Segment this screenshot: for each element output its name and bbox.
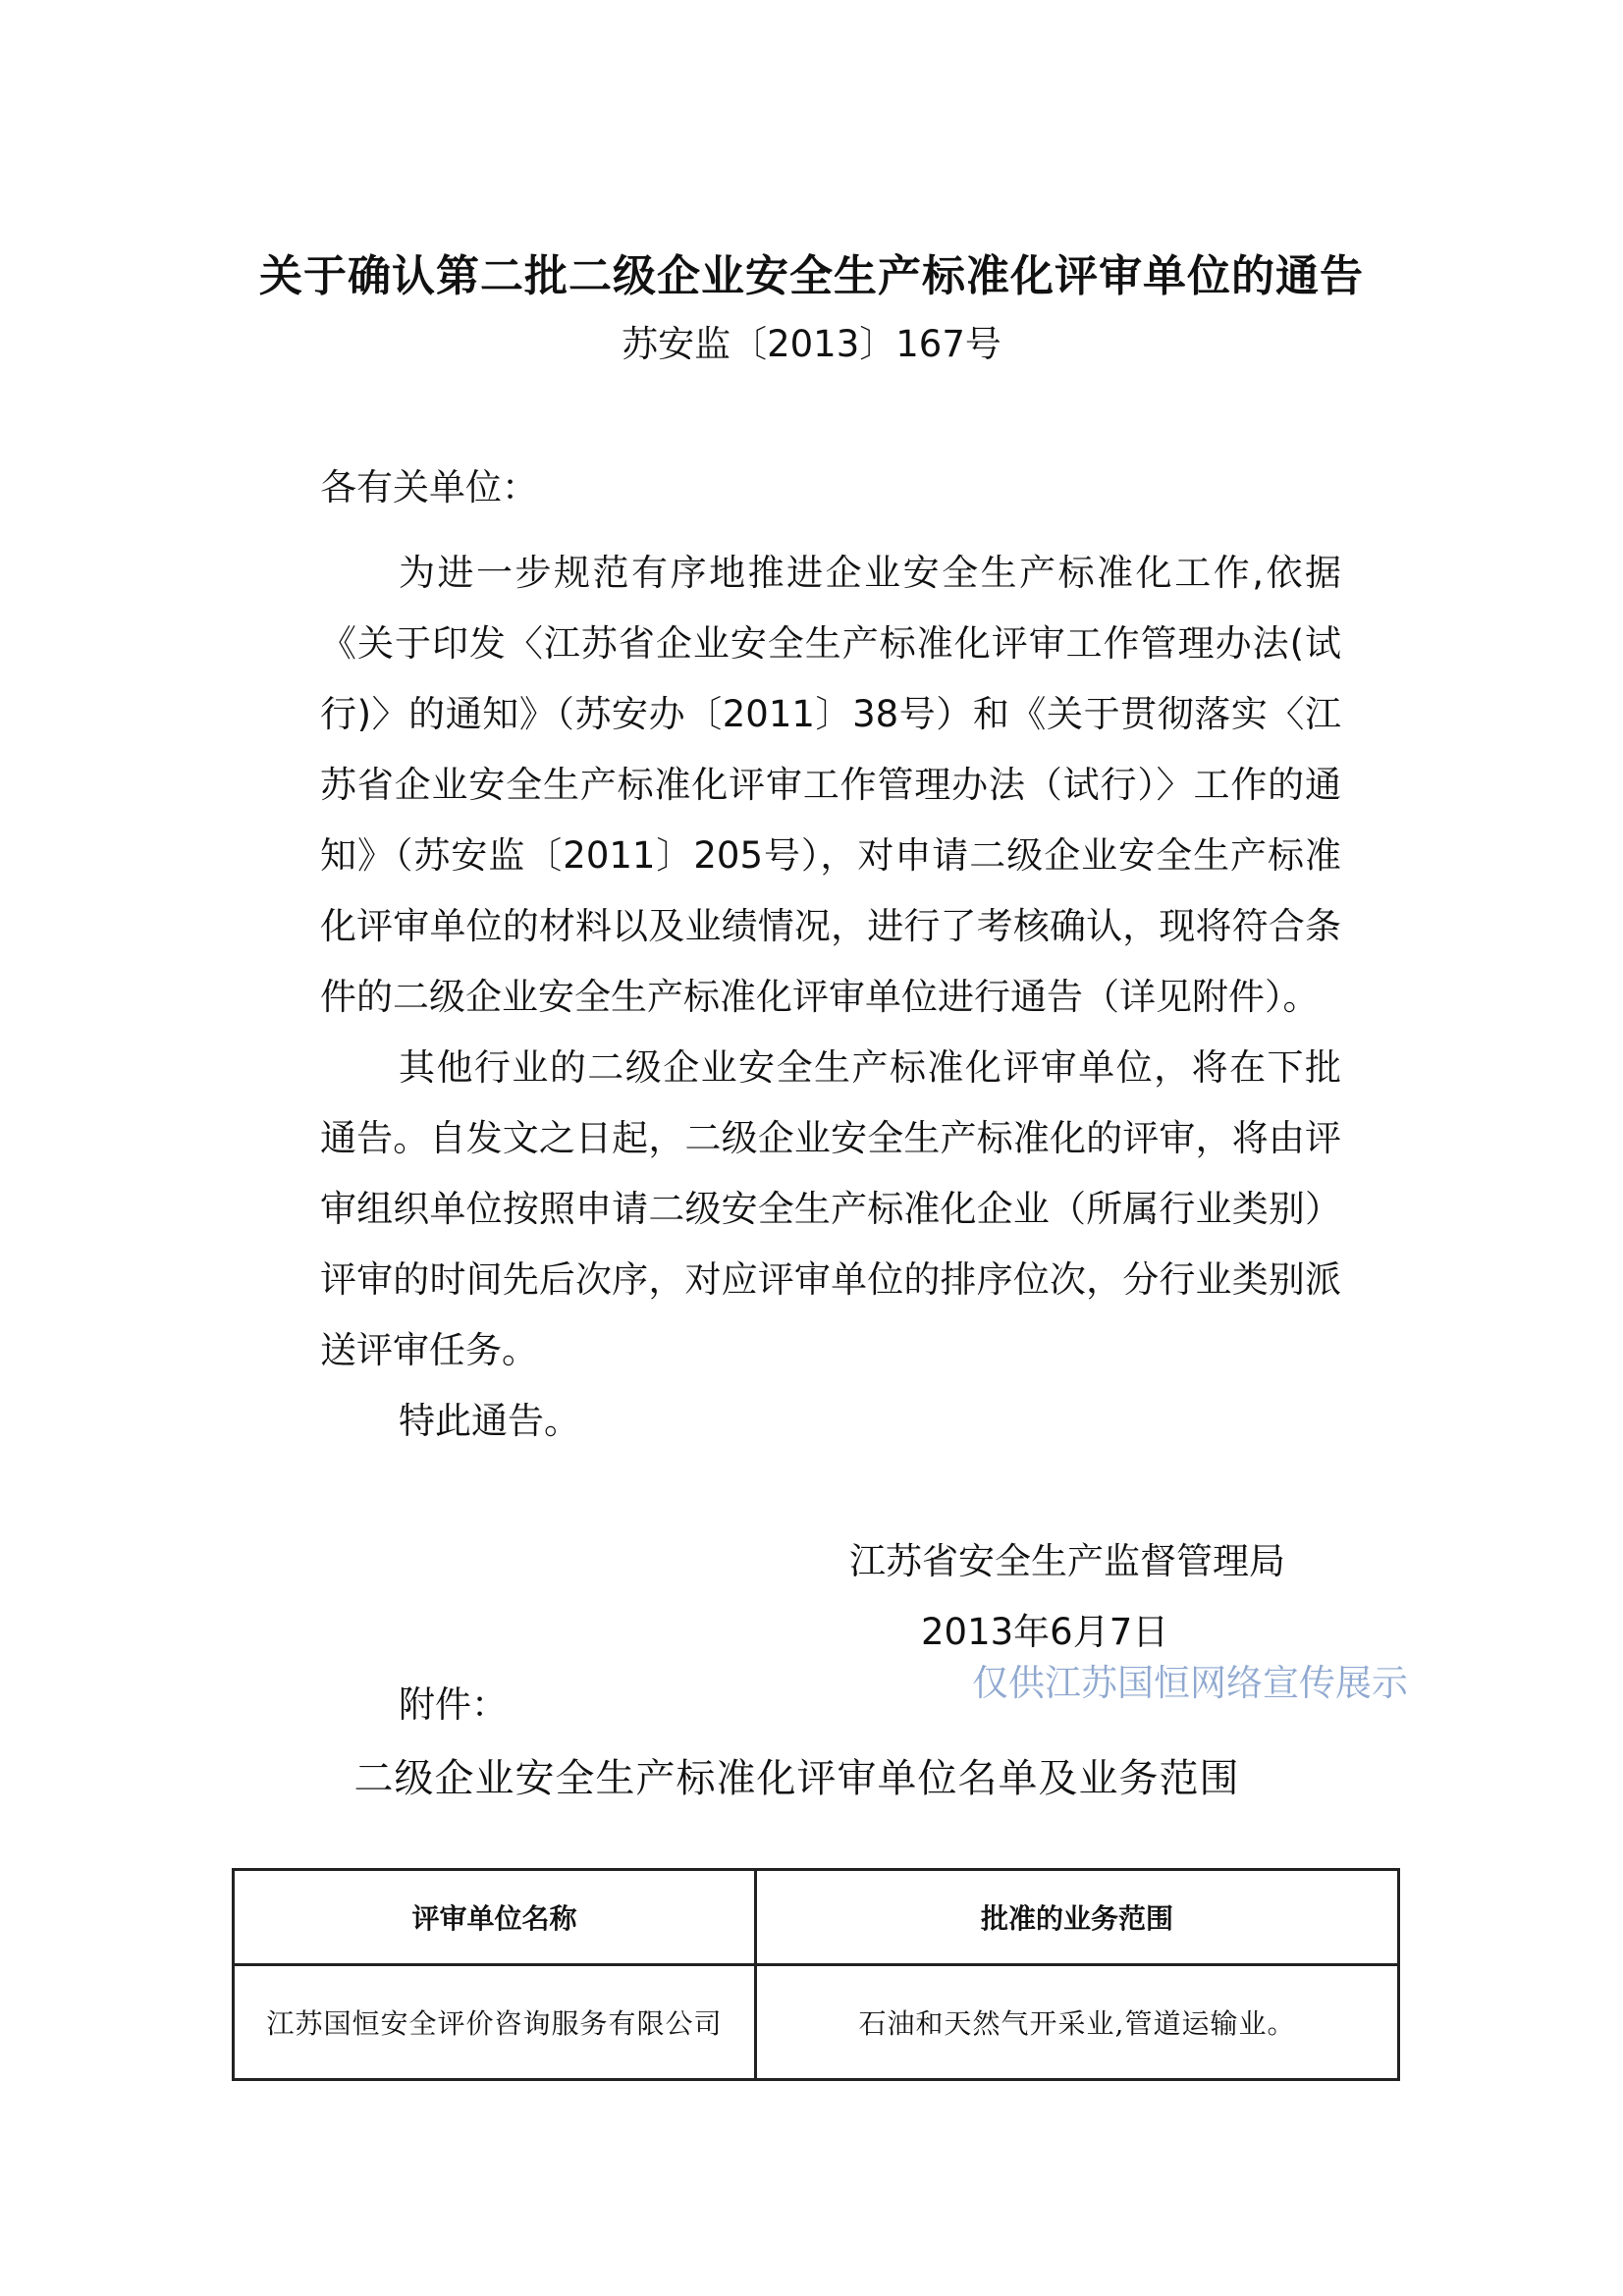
document-number: 苏安监〔2013〕167号 [622, 323, 1001, 365]
attachment-title: 二级企业安全生产标准化评审单位名单及业务范围 [353, 1756, 1240, 1801]
watermark-text: 仅供江苏国恒网络宣传展示 [972, 1662, 1408, 1704]
issue-date: 2013年6月7日 [921, 1611, 1169, 1653]
cell-unit-name: 江苏国恒安全评价咨询服务有限公司 [234, 1965, 756, 2080]
header-cell-scope: 批准的业务范围 [756, 1870, 1399, 1965]
reviewer-table [232, 1868, 1400, 2081]
document-title: 关于确认第二批二级企业安全生产标准化评审单位的通告 [259, 251, 1364, 301]
body-paragraph: 其他行业的二级企业安全生产标准化评审单位，将在下批通告。自发文之日起，二级企业安全生产标准化的评审，将由评审组织单位按照申请二级安全生产标准化企业（所属行业类别）评审的时间先后次序，对应评审单位的排序位次，分行业类别派送评审任务。 [320, 1046, 1341, 1371]
closing-text: 特此通告。 [399, 1400, 580, 1442]
document-body [320, 538, 1341, 1457]
table-row [234, 1965, 1399, 2080]
salutation: 各有关单位： [320, 466, 538, 508]
header-cell-unit-name: 评审单位名称 [234, 1870, 756, 1965]
attachment-label: 附件： [399, 1683, 508, 1726]
cell-scope: 石油和天然气开采业,管道运输业。 [756, 1965, 1399, 2080]
body-paragraph: 为进一步规范有序地推进企业安全生产标准化工作,依据《关于印发〈江苏省企业安全生产标准化评审工作管理办法(试行)〉的通知》（苏安办〔2011〕38号）和《关于贯彻落实〈江苏省企业安全生产标准化评审工作管理办法（试行）〉工作的通知》（苏安监〔2011〕205号），对申请二级企业安全生产标准化评审单位的材料以及业绩情况，进行了考核确认，现将符合条件的二级企业安全生产标准化评审单位进行通告（详见附件）。 [320, 552, 1341, 1018]
issuer-name: 江苏省安全生产监督管理局 [849, 1540, 1285, 1582]
table-header-row [234, 1870, 1399, 1965]
